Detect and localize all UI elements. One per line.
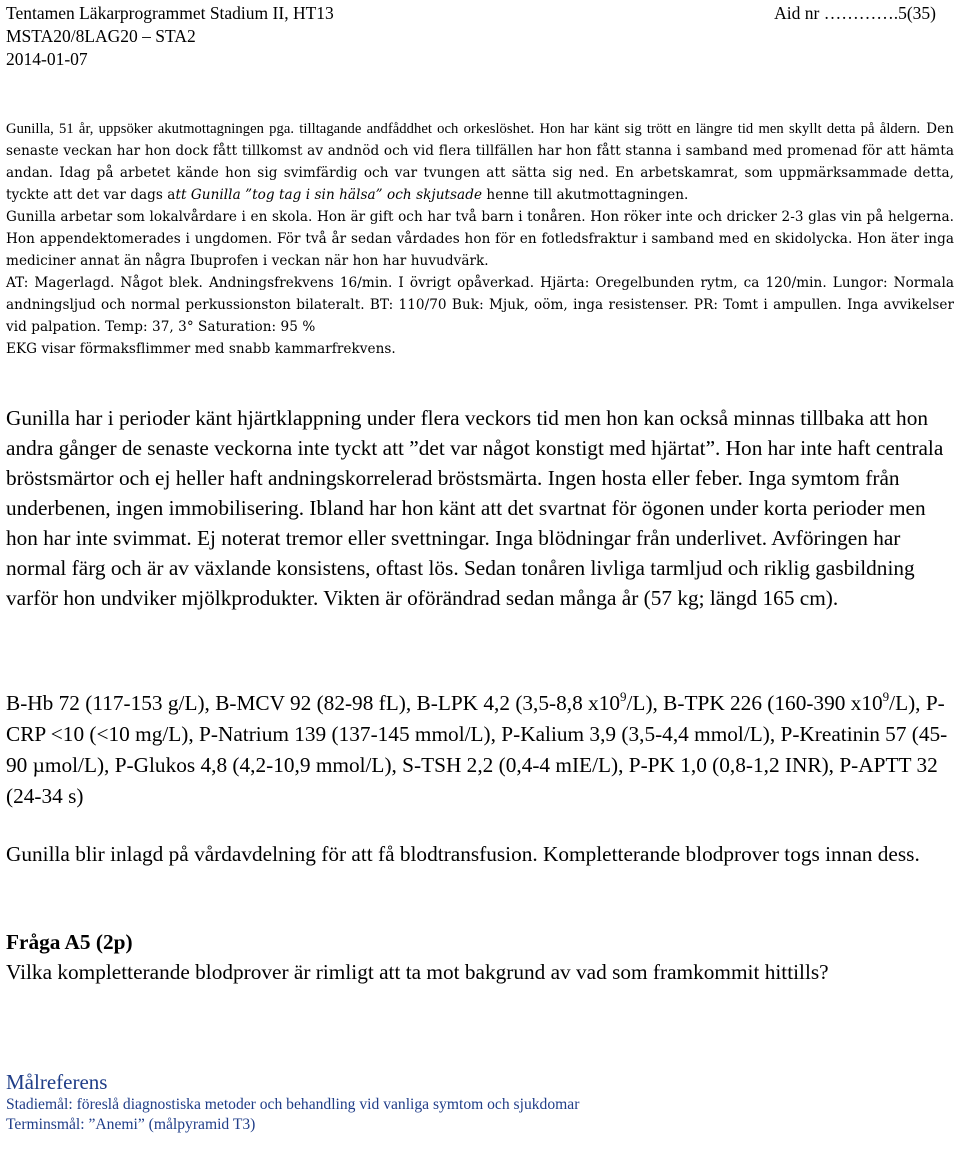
exam-date: 2014-01-07 [6,49,88,69]
question-section [6,927,954,987]
page-header [6,2,954,71]
case-paragraph-3: AT: Magerlagd. Något blek. Andningsfrekvens 16/min. I övrigt opåverkad. Hjärta: Oregelbunden rytm, ca 120/min. Lungor: Normala andningsljud och normal perkussionston bilateralt. BT: 110/70 Buk: Mjuk, oöm, inga resistenser. PR: Tomt i ampullen. Inga avvikelser vid palpation. Temp: 37, 3° Saturation: 95 % [6,275,954,335]
stadiemal-line: Stadiemål: föreslå diagnostiska metoder och behandling vid vanliga symtom och sjukdomar [6,1096,580,1113]
malreferens-title: Målreferens [6,1070,108,1094]
terminsmal-line: Terminsmål: ”Anemi” (målpyramid T3) [6,1116,256,1133]
lab-paragraph: B-Hb 72 (117-153 g/L), B-MCV 92 (82-98 fL), B-LPK 4,2 (3,5-8,8 $x10^9/L$), B-TPK 226 (160-390 $x10^9/L$), P-CRP <10 (<10 mg/L), P-Natrium 139 (137-145 mmol/L), P-Kalium 3,9 (3,5-4,4 mmol/L), P-Kreatinin 57 (45-90 µmol/L), P-Glukos 4,8 (4,2-10,9 mmol/L), S-TSH 2,2 (0,4-4 mIE/L), P-PK 1,0 (0,8-1,2 INR), P-APTT 32 (24-34 s) [6,689,948,808]
lab-results [6,688,954,812]
question-title: Fråga A5 (2p) [6,930,133,954]
exam-title: Tentamen Läkarprogrammet Stadium II, HT13 [6,3,334,23]
history-paragraph: Gunilla har i perioder känt hjärtklappning under flera veckors tid men hon kan också minnas tillbaka att hon andra gånger de senaste veckorna inte tyckt att ”det var något konstigt med hjärtat”. Hon har inte haft centrala bröstsmärtor och ej heller haft andningskorrelerad bröstsmärta. Ingen hosta eller feber. Inga symtom från underbenen, ingen immobilisering. Ibland har hon känt att det svartnat för ögonen under korta perioder men hon har inte svimmat. Ej noterat tremor eller svettningar. Inga blödningar från underlivet. Avföringen har normal färg och är av växlande konsistens, oftast lös. Sedan tonåren livliga tarmljud och riklig gasbildning varför hon undviker mjölkprodukter. Vikten är oförändrad sedan många år (57 kg; längd 165 cm). [6,406,944,610]
case-paragraph-2: Gunilla arbetar som lokalvårdare i en skola. Hon är gift och har två barn i tonåren. Hon röker inte och dricker 2-3 glas vin på helgerna. Hon appendektomerades i ungdomen. För två år sedan vårdades hon för en fotledsfraktur i samband med en skidolycka. Hon äter inga mediciner annat än några Ibuprofen i veckan när hon har huvudvärk. [6,209,954,269]
question-text: Vilka kompletterande blodprover är rimligt att ta mot bakgrund av vad som framkommit hittills? [6,960,829,984]
history-section [6,403,954,613]
aid-number: Aid nr ………….5(35) [774,3,936,23]
admission-paragraph: Gunilla blir inlagd på vårdavdelning för att få blodtransfusion. Kompletterande blodprover togs innan dess. [6,842,920,866]
case-paragraph-1: Gunilla, 51 år, uppsöker akutmottagningen pga. tilltagande andfåddhet och orkeslöshet. Hon har känt sig trött en längre tid men skyllt detta på åldern. Den senaste veckan har hon dock fått tillkomst av andnöd och vid flera tillfällen har hon fått stanna i samband med promenad för att hämta andan. Idag på arbetet kände hon sig svimfärdig och var tvungen att sätta sig ned. En arbetskamrat, som uppmärksammade detta, tyckte att det var dags att Gunilla ”tog tag i sin hälsa” och skjutsade henne till akutmottagningen. [6,121,954,203]
malreferens-section [6,1069,579,1135]
admission-section [6,839,954,869]
case-paragraph-4: EKG visar förmaksflimmer med snabb kammarfrekvens. [6,341,396,357]
case-presentation [6,118,954,360]
course-code: MSTA20/8LAG20 – STA2 [6,26,196,46]
